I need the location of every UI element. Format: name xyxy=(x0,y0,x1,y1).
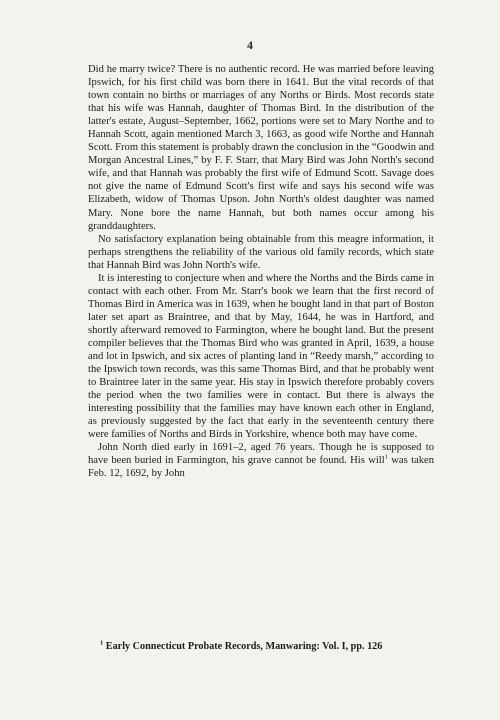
paragraph-4 xyxy=(88,441,434,480)
page-number: 4 xyxy=(247,38,253,52)
body-text xyxy=(88,63,434,481)
paragraph-4-text: John North died early in 1691–2, aged 76 years. Though he is supposed to have been buried in Farmington, his grave cannot be found. His will xyxy=(88,442,434,467)
footnote-text: Early Connecticut Probate Records, Manwaring: Vol. I, pp. 126 xyxy=(105,641,383,652)
paragraph-4-tail: was taken Feb. 12, 1692, by John xyxy=(88,455,435,480)
paragraph-3: It is interesting to conjecture when and where the Norths and the Birds came in contact with each other. From Mr. Starr's book we learn that the first record of Thomas Bird in America was in 1639, when he bought land in that part of Boston later set apart as Braintree, and that by May, 1644, he was in Hartford, and shortly afterward removed to Farmington, where he bought land. But the present compiler believes that the Thomas Bird who was granted in April, 1639, a house and lot in Ipswich, and six acres of planting land in “Reedy marsh,” according to the Ipswich town records, was this same Thomas Bird, and that he probably went to Braintree later in the same year. His stay in Ipswich therefore probably covers the period when the two families were in contact. But there is always the interesting possibility that the families may have known each other in England, as previously suggested by the fact that early in the seventeenth century there were families of Norths and Birds in Yorkshire, whence both may have come. xyxy=(88,272,434,441)
footnote xyxy=(100,640,440,653)
footnote-marker: 1 xyxy=(100,639,104,647)
footnote-reference: 1 xyxy=(384,453,388,461)
paragraph-1: Did he marry twice? There is no authentic record. He was married before leaving Ipswich, for his first child was born there in 1641. But the vital records of that town contain no births or marriages of any Norths or Birds. Most records state that his wife was Hannah, daughter of Thomas Bird. In the distribution of the latter's estate, August–September, 1662, portions were set to Mary Northe and to Hannah Scott, again mentioned March 3, 1663, as good wife Northe and Hannah Scott. From this statement is probably drawn the conclusion in the “Goodwin and Morgan Ancestral Lines,” by F. F. Starr, that Mary Bird was John North's second wife, and that Hannah was probably the first wife of Edmund Scott. Savage does not give the name of Edmund Scott's first wife and says his second wife was Elizabeth, widow of Thomas Upson. John North's oldest daughter was named Mary. None bore the name Hannah, but both names occur among his granddaughters. xyxy=(88,64,434,232)
paragraph-2: No satisfactory explanation being obtainable from this meagre information, it perhaps strengthens the reliability of the various old family records, which state that Hannah Bird was John North's wife. xyxy=(88,233,434,271)
